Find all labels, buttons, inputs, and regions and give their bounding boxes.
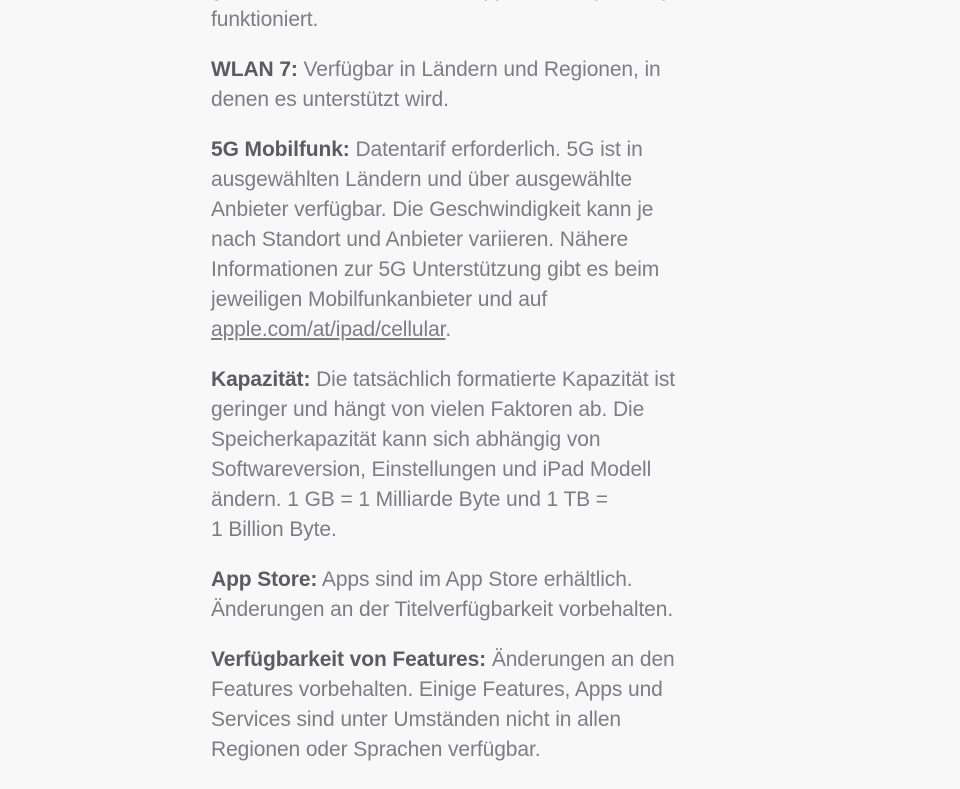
footnote-lead: App Store: bbox=[211, 568, 318, 591]
footnote-line: Regionen oder Sprachen verfügbar. bbox=[211, 738, 541, 761]
footnote-line: Features vorbehalten. Einige Features, Apps und bbox=[211, 678, 663, 701]
footnote-line: 1 Billion Byte. bbox=[211, 518, 337, 541]
footnote-line: Informationen zur 5G Unterstützung gibt es beim bbox=[211, 258, 660, 281]
footnote-line bbox=[211, 0, 669, 1]
footnote-line: Datentarif erforderlich. 5G ist in bbox=[355, 138, 643, 161]
footnote-line: funktioniert. bbox=[211, 8, 319, 31]
link-suffix: . bbox=[445, 318, 452, 341]
footnote-line: jeweiligen Mobilfunkanbieter und auf bbox=[211, 288, 548, 311]
footnote-app-store bbox=[211, 565, 757, 625]
cellular-link[interactable]: apple.com/at/ipad/cellular bbox=[211, 318, 446, 341]
footnote-lead: WLAN 7: bbox=[211, 58, 298, 81]
footnote-lead: Verfügbarkeit von Features: bbox=[211, 648, 487, 671]
footnote-line: geringer und hängt von vielen Faktoren ab. Die bbox=[211, 398, 645, 421]
footnotes-column bbox=[211, 0, 757, 785]
footnote-lead: 5G Mobilfunk: bbox=[211, 138, 350, 161]
footnote-wlan-7 bbox=[211, 55, 757, 115]
footnote-line: Änderungen an den bbox=[491, 648, 675, 671]
footnote-line: denen es unterstützt wird. bbox=[211, 88, 449, 111]
footnote-line: ändern. 1 GB = 1 Milliarde Byte und 1 TB = bbox=[211, 488, 608, 511]
footnote-5g-mobilfunk bbox=[211, 135, 757, 345]
footnote-kapazitaet bbox=[211, 365, 757, 545]
footnote-line: Services sind unter Umständen nicht in allen bbox=[211, 708, 621, 731]
footnote-line: nach Standort und Anbieter variieren. Nähere bbox=[211, 228, 629, 251]
footnote-line: ausgewählten Ländern und über ausgewählte bbox=[211, 168, 632, 191]
footnote-verfuegbarkeit-von-features bbox=[211, 645, 757, 765]
footnote-line: Verfügbar in Ländern und Regionen, in bbox=[303, 58, 661, 81]
footnote-line: Anbieter verfügbar. Die Geschwindigkeit kann je bbox=[211, 198, 654, 221]
footnote-truncated-previous-footnote bbox=[211, 0, 757, 35]
footnote-line: Apps sind im App Store erhältlich. bbox=[321, 568, 633, 591]
footnote-line: Die tatsächlich formatierte Kapazität ist bbox=[316, 368, 675, 391]
footnote-line: Speicherkapazität kann sich abhängig von bbox=[211, 428, 601, 451]
footnote-line: Softwareversion, Einstellungen und iPad Modell bbox=[211, 458, 652, 481]
footnote-line: Änderungen an der Titelverfügbarkeit vorbehalten. bbox=[211, 598, 674, 621]
footnote-lead: Kapazität: bbox=[211, 368, 311, 391]
